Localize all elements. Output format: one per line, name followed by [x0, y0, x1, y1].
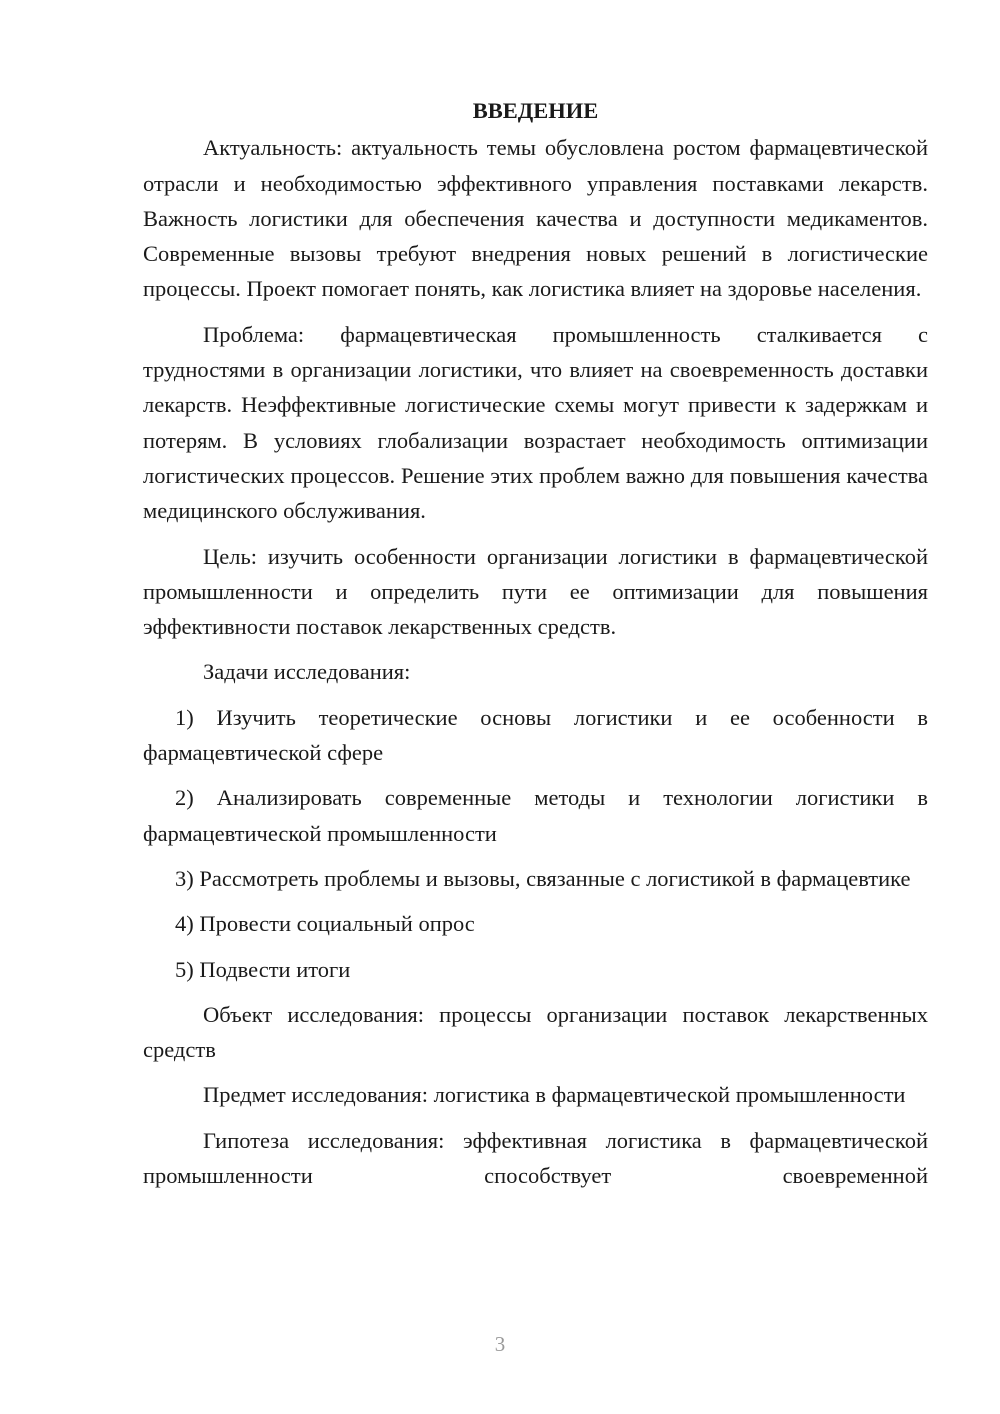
paragraph-tasks-heading: Задачи исследования:: [203, 659, 411, 685]
task-item-1: 1) Изучить теоретические основы логистики и ее особенности в фармацевтической сфере: [143, 704, 928, 766]
page-title: ВВЕДЕНИЕ: [472, 98, 599, 123]
paragraph-relevance: Актуальность: актуальность темы обусловлена ростом фармацевтической отрасли и необходимостью эффективного управления поставками лекарств. Важность логистики для обеспечения качества и доступности медикаментов. Современные вызовы требуют внедрения новых решений в логистические процессы. Проект помогает понять, как логистика влияет на здоровье населения.: [143, 135, 928, 302]
paragraph-hypothesis: Гипотеза исследования: эффективная логистика в фармацевтической промышленности способствует своевременной: [143, 1127, 928, 1189]
page-content: [143, 93, 928, 1203]
paragraph-problem: Проблема: фармацевтическая промышленность сталкивается с трудностями в организации логистики, что влияет на своевременность доставки лекарств. Неэффективные логистические схемы могут привести к задержкам и потерям. В условиях глобализации возрастает необходимость оптимизации логистических процессов. Решение этих проблем важно для повышения качества медицинского обслуживания.: [143, 321, 928, 524]
task-item-3: 3) Рассмотреть проблемы и вызовы, связанные с логистикой в фармацевтике: [175, 865, 911, 891]
task-item-4: 4) Провести социальный опрос: [175, 911, 475, 937]
task-item-5: 5) Подвести итоги: [175, 956, 351, 982]
paragraph-object: Объект исследования: процессы организации поставок лекарственных средств: [143, 1001, 928, 1063]
paragraph-subject: Предмет исследования: логистика в фармацевтической промышленности: [203, 1082, 906, 1108]
task-item-2: 2) Анализировать современные методы и технологии логистики в фармацевтической промышленности: [143, 785, 928, 846]
page-number: 3: [494, 1332, 506, 1356]
paragraph-goal: Цель: изучить особенности организации логистики в фармацевтической промышленности и определить пути ее оптимизации для повышения эффективности поставок лекарственных средств.: [143, 543, 928, 640]
